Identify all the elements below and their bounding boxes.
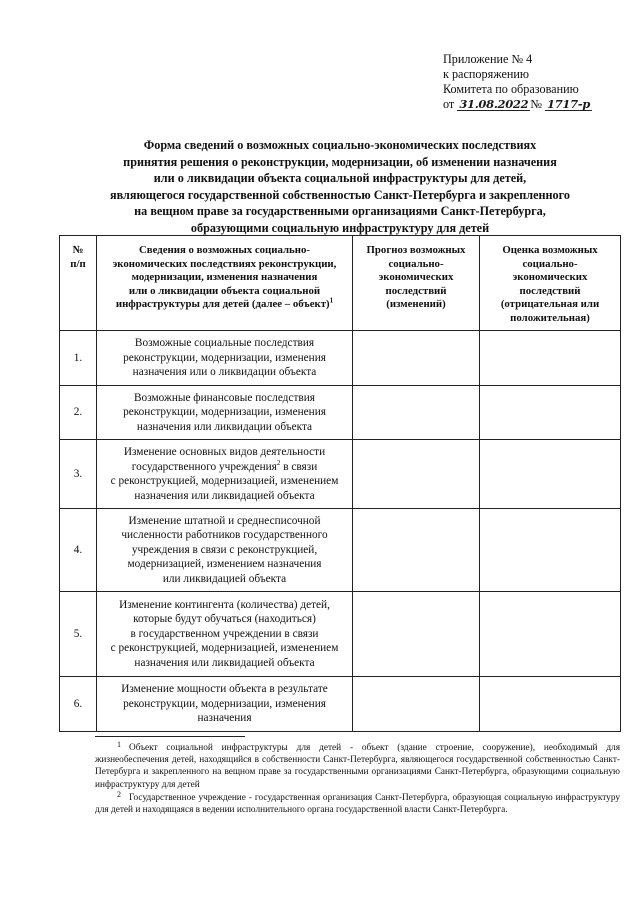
row-line: Изменение контингента (количества) детей, [119, 598, 330, 611]
footnote-mark: 2 [117, 790, 121, 799]
handwritten-number: 1717-р [547, 97, 591, 111]
header-num [60, 236, 97, 331]
row-line: назначения или ликвидацией объекта [134, 656, 315, 669]
row-number: 2. [60, 386, 97, 440]
row-line: Изменение штатной и среднесписочной [128, 514, 321, 527]
row-line: назначения [197, 712, 252, 725]
row-line: назначения или ликвидации объекта [136, 420, 313, 433]
header-info-line: модернизации, изменения назначения [131, 271, 318, 284]
header-assessment-line: Оценка возможных [502, 244, 598, 256]
header-info-line: Сведения о возможных социально- [139, 244, 310, 256]
footnote-ref-1: 1 [329, 296, 334, 305]
row-number: 1. [60, 331, 97, 386]
row-number: 4. [60, 509, 97, 592]
row-number: 5. [60, 592, 97, 677]
footnote-ref-2: 2 [276, 458, 281, 467]
title-line: Форма сведений о возможных социально-экономических последствиях [143, 138, 537, 152]
header-assessment [480, 236, 621, 331]
forecast-cell[interactable] [353, 440, 480, 509]
row-line-part: государственного учреждения [131, 460, 277, 473]
header-num-line: № [72, 244, 84, 256]
header-assessment-line: положительная) [510, 311, 590, 324]
number-prefix: № [530, 97, 542, 111]
row-description [97, 677, 353, 732]
table-header-row [60, 236, 621, 331]
row-line: Изменение основных видов деятельности [123, 446, 326, 458]
header-assessment-line: (отрицательная или [500, 298, 600, 311]
header-assessment-line: социально- [522, 257, 578, 270]
row-description [97, 592, 353, 677]
row-line: назначения или ликвидацией объекта [134, 489, 315, 502]
table-row [60, 440, 621, 509]
title-line: на вещном праве за государственными организациями Санкт-Петербурга, [134, 204, 546, 218]
row-description [97, 386, 353, 440]
assessment-cell[interactable] [480, 440, 621, 509]
table-row [60, 509, 621, 592]
row-line: реконструкции, модернизации, изменения [123, 697, 326, 710]
footnote-divider [95, 736, 245, 737]
row-line: реконструкции, модернизации, изменения [123, 406, 326, 419]
assessment-cell[interactable] [480, 386, 621, 440]
row-line: с реконструкцией, модернизацией, изменением [110, 642, 339, 655]
table-row [60, 592, 621, 677]
row-line: с реконструкцией, модернизацией, изменением [110, 475, 339, 487]
row-description [97, 331, 353, 386]
header-forecast-line: Прогноз возможных [366, 244, 466, 256]
header-assessment-line: экономических [512, 271, 588, 284]
row-line: которые будут обучаться (находиться) [133, 613, 316, 626]
date-prefix: от [443, 97, 455, 111]
row-line-part: в связи [280, 460, 318, 473]
appendix-committee: Комитета по образованию [443, 82, 579, 96]
header-forecast-line: социально- [388, 257, 444, 270]
forecast-cell[interactable] [353, 386, 480, 440]
appendix-number: Приложение № 4 [443, 52, 533, 66]
footnote-2 [95, 792, 620, 816]
header-info-last: инфраструктуры для детей (далее – объект) [115, 298, 330, 311]
row-line: реконструкции, модернизации, изменения [123, 351, 326, 364]
assessment-cell[interactable] [480, 331, 621, 386]
row-line: Возможные финансовые последствия [134, 391, 315, 404]
consequences-form-table [59, 235, 621, 732]
header-info [97, 236, 353, 331]
appendix-order-ref: к распоряжению [443, 67, 530, 81]
footnote-mark: 1 [117, 740, 121, 749]
header-info-line [97, 298, 352, 312]
header-assessment-line: последствий [519, 284, 581, 297]
title-line: образующими социальную инфраструктуру для детей [190, 220, 490, 235]
header-info-line: или о ликвидации объекта социальной [128, 284, 321, 297]
title-line: являющегося государственной собственностью Санкт-Петербурга и закрепленного [110, 187, 570, 202]
forecast-cell[interactable] [353, 677, 480, 732]
handwritten-date: 31.08.2022 [459, 97, 529, 111]
title-line: или о ликвидации объекта социальной инфраструктуры для детей, [153, 171, 527, 185]
footnote-text: Объект социальной инфраструктуры для детей - объект (здание строение, сооружение), необходимый для жизнеобеспечения детей, находящийся в собственности Санкт-Петербурга, являющегося государственной собственностью Санкт-Петербурга и закрепленного на вещном праве за государственными организациями Санкт-Петербурга, образующими социальную инфраструктуру для детей [95, 743, 620, 790]
appendix-header [443, 52, 613, 112]
forecast-cell[interactable] [353, 509, 480, 592]
forecast-cell[interactable] [353, 331, 480, 386]
header-forecast-line: экономических [378, 271, 454, 284]
forecast-cell[interactable] [353, 592, 480, 677]
assessment-cell[interactable] [480, 509, 621, 592]
header-info-line: экономических последствиях реконструкции, [112, 257, 337, 270]
row-line: Изменение мощности объекта в результате [121, 683, 328, 696]
row-number: 6. [60, 677, 97, 732]
row-line: модернизацией, изменением назначения [127, 558, 322, 571]
title-line: принятия решения о реконструкции, модернизации, об изменении назначения [123, 154, 557, 169]
header-forecast-line: (изменений) [386, 298, 446, 311]
row-number: 3. [60, 440, 97, 509]
row-line: численности работников государственного [121, 529, 328, 542]
row-line: Возможные социальные последствия [134, 337, 315, 350]
table-row [60, 386, 621, 440]
header-forecast-line: последствий [385, 284, 447, 297]
header-num-line: п/п [70, 257, 86, 270]
appendix-date-line [443, 97, 613, 112]
row-line: учреждения в связи с реконструкцией, [131, 543, 318, 556]
footnote-text: Государственное учреждение - государственная организация Санкт-Петербурга, образующая социальную инфраструктуру для детей и находящаяся в ведении исполнительного органа государственной власти Санкт-Петербурга. [95, 793, 620, 816]
document-title [60, 137, 620, 236]
table-row [60, 677, 621, 732]
row-line: в государственном учреждении в связи [130, 627, 319, 640]
footnote-1 [95, 742, 620, 791]
assessment-cell[interactable] [480, 677, 621, 732]
row-line [97, 460, 352, 475]
table-row [60, 331, 621, 386]
row-line: или ликвидацией объекта [162, 572, 287, 585]
assessment-cell[interactable] [480, 592, 621, 677]
row-description [97, 509, 353, 592]
row-line: назначения или о ликвидации объекта [132, 366, 317, 379]
header-forecast [353, 236, 480, 331]
row-description [97, 440, 353, 509]
